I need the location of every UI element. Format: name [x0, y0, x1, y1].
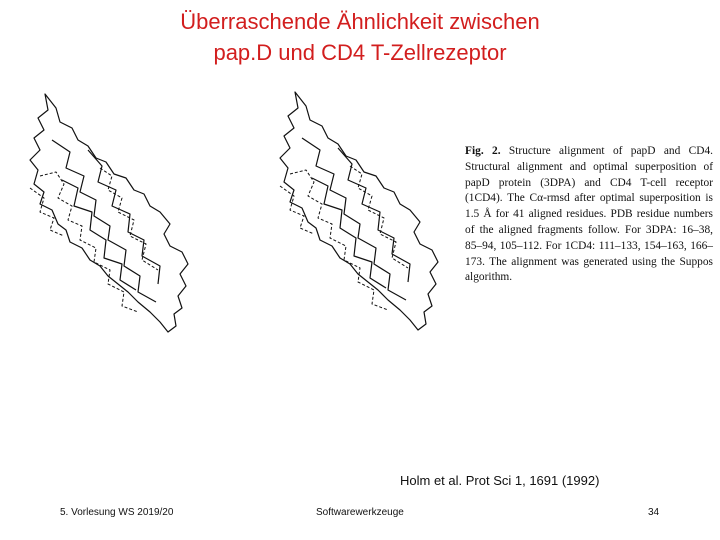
protein-trace-solid-inner	[52, 140, 160, 302]
footer-course: Softwarewerkzeuge	[316, 507, 404, 518]
citation: Holm et al. Prot Sci 1, 1691 (1992)	[400, 473, 600, 488]
slide-title-line-2: pap.D und CD4 T-Zellrezeptor	[213, 40, 507, 65]
protein-trace-solid	[30, 94, 188, 332]
structure-alignment-figure	[0, 80, 460, 340]
footer-lecture: 5. Vorlesung WS 2019/20	[60, 507, 174, 518]
protein-trace-solid-inner	[302, 138, 410, 300]
footer-page-number: 34	[648, 507, 660, 518]
stereo-right-structure	[280, 92, 438, 330]
slide-title-line-1: Überraschende Ähnlichkeit zwischen	[180, 9, 540, 34]
figure-caption-text: Structure alignment of papD and CD4. Structural alignment and optimal superposition of papD protein (3DPA) and CD4 T-cell receptor (1CD4). The Cα-rmsd after optimal superposition is 1.5 Å for 41 aligned residues. PDB residue numbers of the aligned fragments follow. For 3DPA: 16–38, 85–94, 105–112. For 1CD4: 111–133, 154–163, 166–173. The alignment was generated using the Suppos algorithm.	[465, 145, 713, 284]
figure-caption	[465, 144, 713, 286]
stereo-left-structure	[30, 94, 188, 332]
protein-trace-solid	[280, 92, 438, 330]
figure-caption-label: Fig. 2.	[465, 145, 501, 157]
slide-title	[0, 6, 720, 68]
